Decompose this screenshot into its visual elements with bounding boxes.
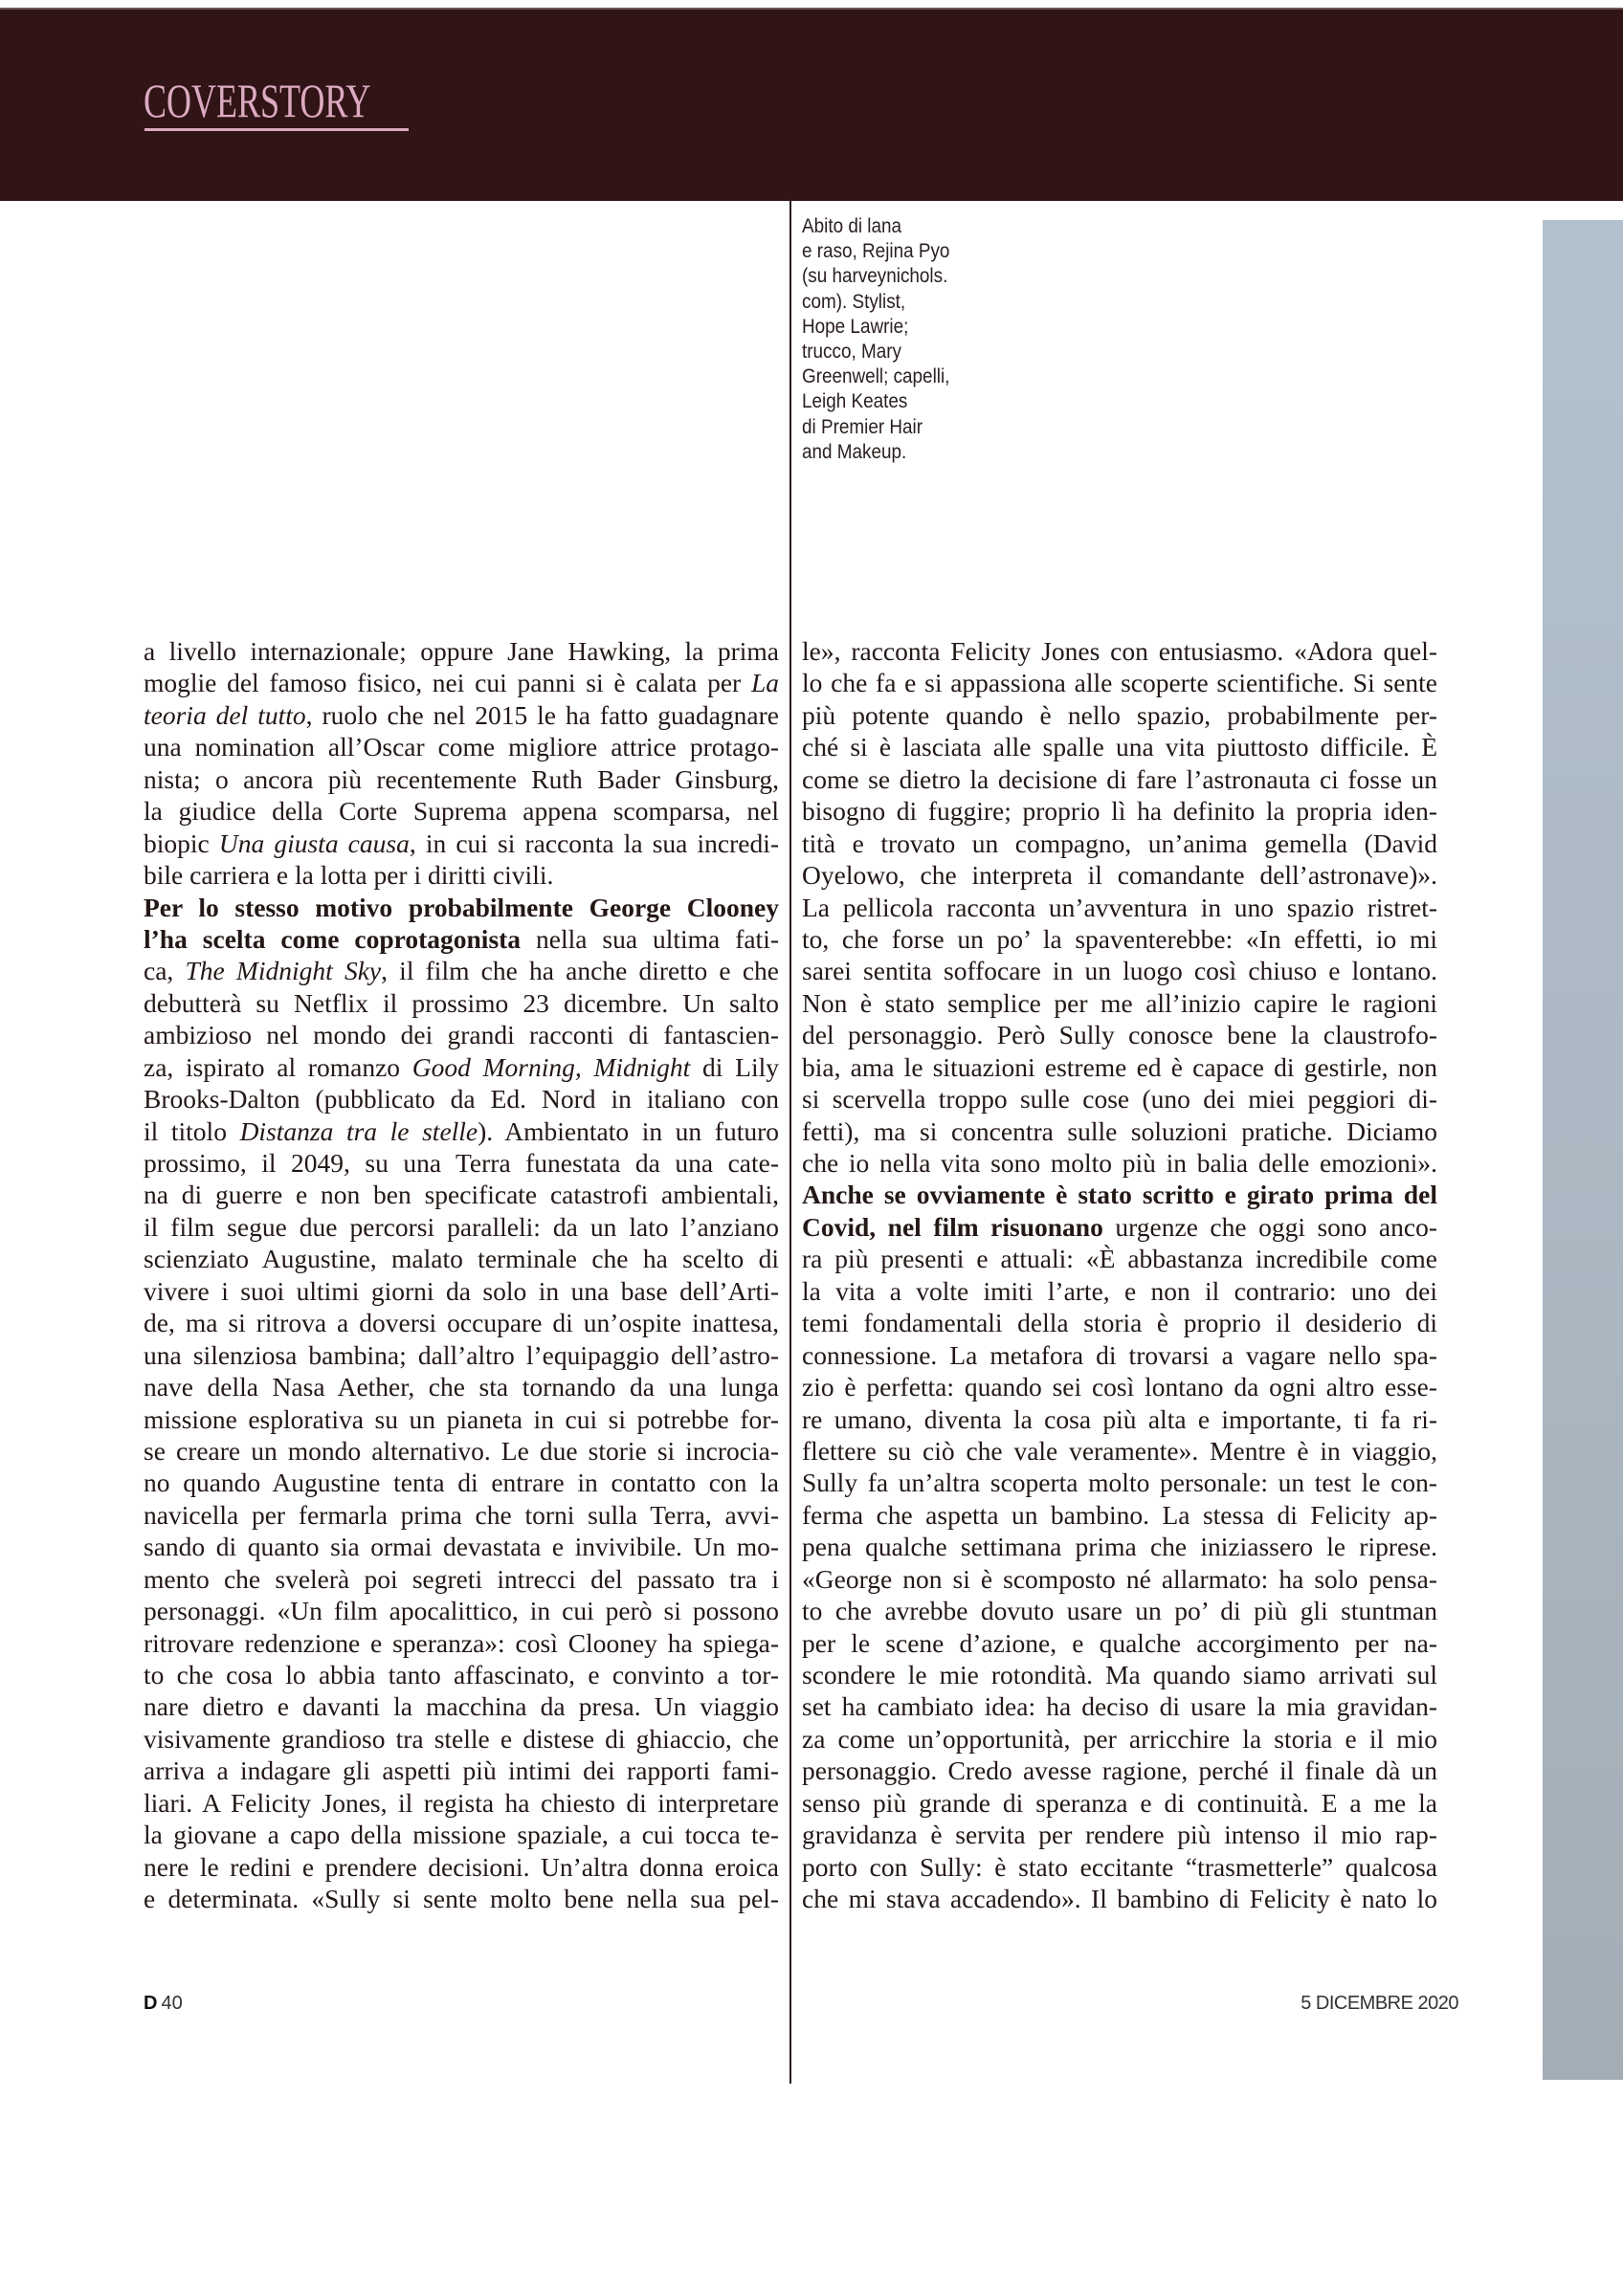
text-line-content xyxy=(144,635,779,667)
text-line xyxy=(144,1883,779,1914)
body-text: liari. A Felicity Jones, il regista ha chiesto di interpretare xyxy=(144,1787,779,1818)
text-line xyxy=(144,1563,779,1595)
text-line-content xyxy=(802,955,1437,986)
text-line xyxy=(802,1403,1437,1435)
text-line-content xyxy=(802,1563,1437,1595)
body-text: una nomination all’Oscar come migliore attrice protago- xyxy=(144,732,779,762)
text-line xyxy=(144,1083,779,1115)
text-line-content xyxy=(802,1243,1437,1274)
text-line-content xyxy=(144,1179,779,1210)
body-text: , in cui si racconta la sua incredi- xyxy=(409,828,779,858)
text-line-content xyxy=(144,1435,779,1467)
article-column-right xyxy=(802,635,1437,1915)
body-text: temi fondamentali della storia è proprio il desiderio di xyxy=(802,1308,1437,1338)
caption-line: Hope Lawrie; xyxy=(802,315,909,338)
text-line-content xyxy=(802,1595,1437,1626)
text-line-content xyxy=(144,1787,779,1819)
caption-line: trucco, Mary xyxy=(802,341,901,364)
caption-line: and Makeup. xyxy=(802,440,907,463)
body-text: to, che forse un po’ la spaventerebbe: «In effetti, io mi xyxy=(802,923,1437,954)
page-number: 40 xyxy=(161,1993,183,2014)
body-text: debutterà su Netflix il prossimo 23 dicembre. Un salto xyxy=(144,987,779,1018)
text-line-content xyxy=(144,795,779,827)
text-line-content xyxy=(802,1115,1437,1147)
caption-line: Leigh Keates xyxy=(802,390,908,413)
text-line xyxy=(802,1211,1437,1243)
body-text: re umano, diventa la cosa più alta e importante, ti fa ri- xyxy=(802,1403,1437,1434)
text-line-content xyxy=(802,859,1437,891)
bold-lead: l’ha scelta come coprotagonista xyxy=(144,923,522,954)
text-line xyxy=(144,1435,779,1467)
text-line-content xyxy=(802,763,1437,795)
text-line-content xyxy=(144,1083,779,1115)
text-line xyxy=(802,1883,1437,1914)
text-line-content xyxy=(144,699,779,731)
photo-edge-strip xyxy=(1543,220,1623,2080)
text-line-content xyxy=(802,892,1437,923)
text-line-content xyxy=(144,1883,779,1914)
body-text: biopic xyxy=(144,828,219,858)
text-line xyxy=(144,1147,779,1179)
text-line xyxy=(802,1371,1437,1402)
caption-line: Greenwell; capelli, xyxy=(802,365,950,388)
issue-date: 5 DICEMBRE 2020 xyxy=(1301,1993,1458,2014)
text-line xyxy=(144,1115,779,1147)
section-title-underline xyxy=(145,128,409,131)
body-text: nista; o ancora più recentemente Ruth Bader Ginsburg, xyxy=(144,763,779,794)
text-line xyxy=(144,955,779,986)
article-column-left xyxy=(144,635,779,1915)
text-line xyxy=(144,1819,779,1850)
body-text: che mi stava accadendo». Il bambino di Felicity è nato lo xyxy=(802,1884,1437,1914)
bold-lead: Anche se ovviamente è stato scritto e girato prima del xyxy=(802,1180,1437,1210)
text-line xyxy=(802,1627,1437,1659)
body-text: il titolo xyxy=(144,1115,240,1146)
body-text: la giovane a capo della missione spaziale, a cui tocca te- xyxy=(144,1820,779,1850)
section-title: COVERSTORY xyxy=(144,74,371,127)
text-line-content xyxy=(802,1883,1437,1914)
magazine-mark: D xyxy=(144,1993,158,2014)
body-text: ambizioso nel mondo dei grandi racconti di fantascien- xyxy=(144,1020,779,1050)
text-line xyxy=(802,635,1437,667)
text-line-content xyxy=(144,1627,779,1659)
text-line-content xyxy=(144,1275,779,1307)
text-line xyxy=(144,731,779,762)
text-line xyxy=(144,1755,779,1786)
body-text: di Lily xyxy=(690,1051,779,1082)
text-line xyxy=(802,1435,1437,1467)
text-line xyxy=(144,1243,779,1274)
text-line xyxy=(144,923,779,955)
text-line-content xyxy=(144,1307,779,1338)
text-line xyxy=(802,955,1437,986)
text-line-content xyxy=(802,1787,1437,1819)
body-text: del personaggio. Però Sully conosce bene la claustrofo- xyxy=(802,1020,1437,1050)
caption-line: com). Stylist, xyxy=(802,290,906,313)
text-line-content xyxy=(802,667,1437,698)
text-line xyxy=(802,1659,1437,1690)
text-line-content xyxy=(802,1723,1437,1755)
text-line xyxy=(802,1307,1437,1338)
italic-title: Good Morning, Midnight xyxy=(411,1051,691,1082)
text-line-content xyxy=(144,923,779,955)
text-line-content xyxy=(144,1115,779,1147)
text-line-content xyxy=(144,1211,779,1243)
text-line xyxy=(144,699,779,731)
text-line xyxy=(802,1595,1437,1626)
text-line xyxy=(144,1499,779,1531)
text-line xyxy=(144,1531,779,1562)
text-line xyxy=(802,1339,1437,1371)
text-line-content xyxy=(144,1499,779,1531)
text-line xyxy=(802,1051,1437,1083)
text-line xyxy=(802,1755,1437,1786)
text-line xyxy=(802,1787,1437,1819)
text-line-content xyxy=(144,1563,779,1595)
italic-title: teoria del tutto xyxy=(144,699,306,730)
text-line-content xyxy=(802,1499,1437,1531)
text-line xyxy=(144,1339,779,1371)
text-line xyxy=(144,1019,779,1050)
text-line xyxy=(802,1531,1437,1562)
text-line-content xyxy=(802,1755,1437,1786)
body-text: moglie del famoso fisico, nei cui panni si è calata per xyxy=(144,668,751,698)
text-line xyxy=(802,1083,1437,1115)
body-text: per le scene d’azione, e qualche accorgimento per na- xyxy=(802,1627,1437,1658)
text-line-content xyxy=(802,1179,1437,1210)
body-text: sando di quanto sia ormai devastata e invivibile. Un mo- xyxy=(144,1532,779,1562)
body-text: bisogno di fuggire; proprio lì ha definito la propria iden- xyxy=(802,796,1437,827)
text-line xyxy=(802,795,1437,827)
body-text: Oyelowo, che interpreta il comandante dell’astronave)». xyxy=(802,860,1437,891)
body-text: porto con Sully: è stato eccitante “trasmetterle” qualcosa xyxy=(802,1851,1437,1882)
text-line-content xyxy=(144,1531,779,1562)
photo-caption xyxy=(802,214,949,465)
body-text: scondere le mie rotondità. Ma quando siamo arrivati sul xyxy=(802,1660,1437,1689)
body-text: se creare un mondo alternativo. Le due storie si incrocia- xyxy=(144,1435,779,1466)
text-line xyxy=(802,1467,1437,1498)
body-text: bile carriera e la lotta per i diritti civili. xyxy=(144,860,554,891)
text-line-content xyxy=(802,1690,1437,1722)
text-line-content xyxy=(144,1019,779,1050)
text-line-content xyxy=(802,795,1437,827)
body-text: set ha cambiato idea: ha deciso di usare la mia gravidan- xyxy=(802,1691,1437,1722)
text-line-content xyxy=(802,731,1437,762)
body-text: flettere su ciò che vale veramente». Mentre è in viaggio, xyxy=(802,1435,1437,1466)
text-line-content xyxy=(802,1275,1437,1307)
text-line xyxy=(802,699,1437,731)
body-text: fetti), ma si concentra sulle soluzioni pratiche. Diciamo xyxy=(802,1115,1437,1146)
text-line-content xyxy=(802,987,1437,1019)
body-text: arriva a indagare gli aspetti più intimi dei rapporti fami- xyxy=(144,1755,779,1786)
text-line-content xyxy=(144,1755,779,1786)
text-line-content xyxy=(144,1371,779,1402)
text-line-content xyxy=(144,828,779,859)
text-line xyxy=(802,1275,1437,1307)
text-line xyxy=(144,1723,779,1755)
body-text: tità e trovato un compagno, un’anima gemella (David xyxy=(802,828,1437,858)
text-line xyxy=(144,1275,779,1307)
body-text: ritrovare redenzione e speranza»: così Clooney ha spiega- xyxy=(144,1627,779,1658)
text-line-content xyxy=(802,923,1437,955)
text-line-content xyxy=(144,1723,779,1755)
body-text: scienziato Augustine, malato terminale che ha scelto di xyxy=(144,1244,779,1274)
body-text: mento che svelerà poi segreti intrecci del passato tra i xyxy=(144,1563,779,1594)
body-text: a livello internazionale; oppure Jane Hawking, la prima xyxy=(144,636,779,666)
text-line xyxy=(144,1371,779,1402)
text-line-content xyxy=(144,892,779,923)
italic-title: Una giusta causa xyxy=(218,828,410,858)
text-line-content xyxy=(144,1659,779,1690)
text-line-content xyxy=(802,1147,1437,1179)
text-line xyxy=(802,667,1437,698)
italic-title: The Midnight Sky xyxy=(185,956,382,986)
body-text: Brooks-Dalton (pubblicato da Ed. Nord in italiano con xyxy=(144,1084,779,1115)
text-line-content xyxy=(144,1819,779,1850)
text-line xyxy=(802,923,1437,955)
text-line xyxy=(802,987,1437,1019)
text-line-content xyxy=(144,859,779,891)
text-line-content xyxy=(802,1083,1437,1115)
body-text: e determinata. «Sully si sente molto bene nella sua pel- xyxy=(144,1884,779,1914)
body-text: ferma che aspetta un bambino. La stessa di Felicity ap- xyxy=(802,1499,1437,1530)
text-line-content xyxy=(144,1051,779,1083)
caption-line: Abito di lana xyxy=(802,215,902,237)
text-line xyxy=(144,667,779,698)
caption-line: e raso, Rejina Pyo xyxy=(802,240,950,263)
text-line xyxy=(802,1563,1437,1595)
body-text: la giudice della Corte Suprema appena scomparsa, nel xyxy=(144,796,779,827)
body-text: La pellicola racconta un’avventura in uno spazio ristret- xyxy=(802,892,1437,922)
body-text: zio è perfetta: quando sei così lontano da ogni altro esse- xyxy=(802,1372,1437,1402)
body-text: na di guerre e non ben specificate catastrofi ambientali, xyxy=(144,1180,779,1210)
body-text: ra più presenti e attuali: «È abbastanza incredibile come xyxy=(802,1244,1437,1274)
text-line xyxy=(144,892,779,923)
body-text: più potente quando è nello spazio, probabilmente per- xyxy=(802,699,1437,730)
text-line-content xyxy=(144,731,779,762)
text-line xyxy=(802,1243,1437,1274)
text-line-content xyxy=(144,955,779,986)
body-text: pena qualche settimana prima che iniziassero le riprese. xyxy=(802,1532,1437,1562)
text-line-content xyxy=(802,1211,1437,1243)
text-line-content xyxy=(802,1851,1437,1883)
text-line xyxy=(144,1690,779,1722)
body-text: «George non si è scomposto né allarmato: ha solo pensa- xyxy=(802,1563,1437,1594)
text-line xyxy=(144,795,779,827)
text-line-content xyxy=(144,987,779,1019)
body-text: de, ma si ritrova a doversi occupare di un’ospite inattesa, xyxy=(144,1308,779,1338)
text-line-content xyxy=(802,699,1437,731)
body-text: ché si è lasciata alle spalle una vita piuttosto difficile. È xyxy=(802,732,1437,762)
text-line-content xyxy=(802,1627,1437,1659)
text-line xyxy=(144,828,779,859)
italic-title: La xyxy=(750,668,779,698)
text-line xyxy=(144,1179,779,1210)
text-line xyxy=(802,1723,1437,1755)
text-line-content xyxy=(802,1435,1437,1467)
body-text: personaggi. «Un film apocalittico, in cui però si possono xyxy=(144,1596,779,1626)
body-text: sarei sentita soffocare in un luogo così chiuso e lontano. xyxy=(802,956,1437,986)
text-line-content xyxy=(802,635,1437,667)
text-line xyxy=(802,1851,1437,1883)
text-line-content xyxy=(144,1690,779,1722)
body-text: to che avrebbe dovuto usare un po’ di più gli stuntman xyxy=(802,1596,1437,1626)
body-text: nave della Nasa Aether, che sta tornando da una lunga xyxy=(144,1372,779,1402)
text-line xyxy=(802,859,1437,891)
text-line-content xyxy=(144,1147,779,1179)
text-line xyxy=(802,1499,1437,1531)
body-text: gravidanza è servita per rendere più intenso il mio rap- xyxy=(802,1820,1437,1850)
text-line-content xyxy=(802,1531,1437,1562)
text-line xyxy=(802,1019,1437,1050)
body-text: , il film che ha anche diretto e che xyxy=(381,956,779,986)
body-text: che io nella vita sono molto più in balia delle emozioni». xyxy=(802,1148,1437,1178)
text-line xyxy=(144,859,779,891)
text-line-content xyxy=(144,1851,779,1883)
page-folio xyxy=(144,1993,183,2015)
body-text: le», racconta Felicity Jones con entusiasmo. «Adora quel- xyxy=(802,636,1437,666)
body-text: Non è stato semplice per me all’inizio capire le ragioni xyxy=(802,987,1437,1018)
text-line-content xyxy=(144,763,779,795)
text-line xyxy=(144,635,779,667)
text-line-content xyxy=(144,1243,779,1274)
body-text: visivamente grandioso tra stelle e distese di ghiaccio, che xyxy=(144,1723,779,1754)
caption-line: (su harveynichols. xyxy=(802,265,948,288)
text-line-content xyxy=(144,1467,779,1498)
body-text: senso più grande di speranza e di continuità. E a me la xyxy=(802,1787,1437,1818)
text-line xyxy=(802,1819,1437,1850)
text-line-content xyxy=(802,1371,1437,1402)
body-text: , ruolo che nel 2015 le ha fatto guadagnare xyxy=(305,699,779,730)
text-line xyxy=(802,731,1437,762)
text-line xyxy=(802,892,1437,923)
text-line xyxy=(144,1787,779,1819)
text-line-content xyxy=(802,1403,1437,1435)
text-line-content xyxy=(144,1403,779,1435)
body-text: il film segue due percorsi paralleli: da un lato l’anziano xyxy=(144,1211,779,1242)
body-text: nare dietro e davanti la macchina da presa. Un viaggio xyxy=(144,1691,779,1722)
body-text: no quando Augustine tenta di entrare in contatto con la xyxy=(144,1468,779,1498)
body-text: vivere i suoi ultimi giorni da solo in una base dell’Arti- xyxy=(144,1275,779,1306)
body-text: za come un’opportunità, per arricchire la storia e il mio xyxy=(802,1723,1437,1754)
body-text: personaggio. Credo avesse ragione, perché il finale dà un xyxy=(802,1755,1437,1786)
text-line xyxy=(144,1595,779,1626)
body-text: urgenze che oggi sono anco- xyxy=(1102,1211,1437,1242)
body-text: la vita a volte imiti l’arte, e non il contrario: uno dei xyxy=(802,1275,1437,1306)
caption-line: di Premier Hair xyxy=(802,415,923,438)
text-line xyxy=(144,1051,779,1083)
body-text: si scervella troppo sulle cose (uno dei miei peggiori di- xyxy=(802,1084,1437,1115)
text-line-content xyxy=(144,667,779,698)
text-line xyxy=(802,763,1437,795)
text-line xyxy=(144,763,779,795)
text-line-content xyxy=(144,1339,779,1371)
body-text: nella sua ultima fati- xyxy=(521,923,779,954)
text-line xyxy=(144,1627,779,1659)
body-text: prossimo, il 2049, su una Terra funestata da una cate- xyxy=(144,1148,779,1178)
text-line xyxy=(802,1115,1437,1147)
text-line xyxy=(144,987,779,1019)
text-line xyxy=(144,1403,779,1435)
body-text: to che cosa lo abbia tanto affascinato, e convinto a tor- xyxy=(144,1660,779,1689)
text-line-content xyxy=(802,1019,1437,1050)
text-line-content xyxy=(144,1595,779,1626)
text-line-content xyxy=(802,1307,1437,1338)
text-line xyxy=(144,1467,779,1498)
text-line-content xyxy=(802,1051,1437,1083)
text-line xyxy=(802,1690,1437,1722)
body-text: Sully fa un’altra scoperta molto personale: un test le con- xyxy=(802,1468,1437,1498)
body-text: za, ispirato al romanzo xyxy=(144,1051,412,1082)
body-text: come se dietro la decisione di fare l’astronauta ci fosse un xyxy=(802,763,1437,794)
body-text: lo che fa e si appassiona alle scoperte scientifiche. Si sente xyxy=(802,668,1437,698)
text-line-content xyxy=(802,1339,1437,1371)
body-text: bia, ama le situazioni estreme ed è capace di gestirle, non xyxy=(802,1051,1437,1082)
text-line xyxy=(802,1179,1437,1210)
text-line-content xyxy=(802,1659,1437,1690)
text-line-content xyxy=(802,1819,1437,1850)
text-line xyxy=(144,1659,779,1690)
body-text: missione esplorativa su un pianeta in cui si potrebbe for- xyxy=(144,1403,779,1434)
body-text: connessione. La metafora di trovarsi a vagare nello spa- xyxy=(802,1339,1437,1370)
body-text: ). Ambientato in un futuro xyxy=(478,1115,779,1146)
body-text: navicella per fermarla prima che torni sulla Terra, avvi- xyxy=(144,1499,779,1530)
bold-lead: Covid, nel film risuonano xyxy=(802,1211,1103,1242)
bold-lead: Per lo stesso motivo probabilmente George Clooney xyxy=(144,892,779,922)
text-line xyxy=(144,1307,779,1338)
text-line-content xyxy=(802,828,1437,859)
text-line xyxy=(802,828,1437,859)
italic-title: Distanza tra le stelle xyxy=(239,1115,478,1146)
text-line xyxy=(144,1211,779,1243)
column-divider xyxy=(789,199,791,2084)
text-line xyxy=(144,1851,779,1883)
text-line-content xyxy=(802,1467,1437,1498)
body-text: nere le redini e prendere decisioni. Un’altra donna eroica xyxy=(144,1851,779,1882)
body-text: ca, xyxy=(144,956,186,986)
body-text: una silenziosa bambina; dall’altro l’equipaggio dell’astro- xyxy=(144,1339,779,1370)
text-line xyxy=(802,1147,1437,1179)
